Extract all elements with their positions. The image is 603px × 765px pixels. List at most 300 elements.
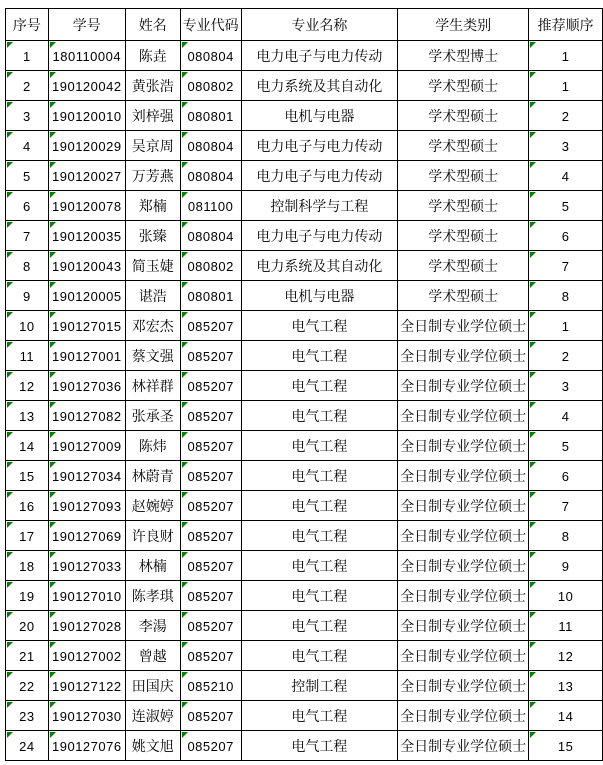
table-cell[interactable]	[6, 641, 49, 671]
cell-text: 全日制专业学位硕士	[400, 497, 527, 514]
table-cell[interactable]	[398, 431, 529, 461]
table-cell[interactable]	[241, 281, 398, 311]
table-cell[interactable]	[48, 701, 125, 731]
table-cell[interactable]	[529, 341, 603, 371]
table-cell[interactable]	[398, 341, 529, 371]
table-cell[interactable]	[241, 521, 398, 551]
table-cell[interactable]	[529, 491, 603, 521]
green-triangle-icon	[7, 312, 13, 318]
table-cell[interactable]	[180, 221, 241, 251]
table-cell[interactable]	[125, 71, 180, 101]
header-row	[6, 9, 603, 41]
table-cell[interactable]	[398, 461, 529, 491]
table-cell[interactable]	[398, 131, 529, 161]
table-cell[interactable]	[180, 341, 241, 371]
green-triangle-icon	[50, 522, 56, 528]
table-cell[interactable]	[241, 221, 398, 251]
green-triangle-icon	[50, 582, 56, 588]
table-row	[6, 521, 603, 551]
green-triangle-icon	[7, 642, 13, 648]
table-cell[interactable]	[398, 161, 529, 191]
table-cell[interactable]	[125, 581, 180, 611]
table-cell[interactable]	[48, 71, 125, 101]
table-cell[interactable]	[125, 641, 180, 671]
table-cell[interactable]	[180, 281, 241, 311]
column-header-1[interactable]: 学号	[48, 9, 125, 41]
table-cell[interactable]	[529, 431, 603, 461]
green-triangle-icon	[182, 372, 188, 378]
table-row	[6, 701, 603, 731]
green-triangle-icon	[7, 402, 13, 408]
table-cell[interactable]	[48, 581, 125, 611]
cell-text: 电气工程	[291, 467, 348, 484]
cell-text: 20	[19, 618, 35, 634]
table-cell[interactable]	[241, 371, 398, 401]
cell-text: 3	[23, 108, 31, 124]
cell-text: 学术型硕士	[428, 197, 499, 214]
green-triangle-icon	[182, 132, 188, 138]
table-cell[interactable]	[529, 161, 603, 191]
green-triangle-icon	[50, 102, 56, 108]
table-cell[interactable]	[48, 131, 125, 161]
cell-text: 学术型硕士	[428, 107, 499, 124]
table-cell[interactable]	[241, 131, 398, 161]
table-cell[interactable]	[125, 221, 180, 251]
table-row	[6, 611, 603, 641]
table-cell[interactable]	[6, 371, 49, 401]
table-cell[interactable]	[6, 731, 49, 761]
green-triangle-icon	[7, 552, 13, 558]
cell-text: 190127082	[52, 408, 122, 424]
table-cell[interactable]	[529, 581, 603, 611]
table-row	[6, 551, 603, 581]
green-triangle-icon	[182, 312, 188, 318]
table-cell[interactable]	[48, 161, 125, 191]
table-cell[interactable]	[398, 101, 529, 131]
table-cell[interactable]	[398, 491, 529, 521]
cell-text: 085207	[187, 378, 234, 394]
table-cell[interactable]	[125, 101, 180, 131]
cell-text: 全日制专业学位硕士	[400, 317, 527, 334]
green-triangle-icon	[7, 72, 13, 78]
column-header-4[interactable]: 专业名称	[241, 9, 398, 41]
cell-text: 9	[561, 558, 570, 574]
table-cell[interactable]	[241, 701, 398, 731]
green-triangle-icon	[530, 72, 536, 78]
green-triangle-icon	[7, 582, 13, 588]
cell-text: 全日制专业学位硕士	[400, 707, 527, 724]
table-cell[interactable]	[529, 701, 603, 731]
table-cell[interactable]	[125, 491, 180, 521]
table-row	[6, 431, 603, 461]
table-cell[interactable]	[529, 41, 603, 71]
table-cell[interactable]	[6, 611, 49, 641]
table-cell[interactable]	[241, 551, 398, 581]
table-cell[interactable]	[241, 461, 398, 491]
table-cell[interactable]	[48, 341, 125, 371]
table-row	[6, 131, 603, 161]
cell-text: 190120078	[52, 198, 122, 214]
cell-text: 电力电子与电力传动	[256, 47, 383, 64]
green-triangle-icon	[182, 222, 188, 228]
green-triangle-icon	[7, 672, 13, 678]
table-row	[6, 101, 603, 131]
table-cell[interactable]	[125, 371, 180, 401]
table-cell[interactable]	[125, 551, 180, 581]
table-cell[interactable]	[529, 641, 603, 671]
table-cell[interactable]	[125, 671, 180, 701]
green-triangle-icon	[182, 192, 188, 198]
cell-text: 万芳燕	[131, 167, 174, 184]
cell-text: 190120029	[52, 138, 122, 154]
table-row	[6, 671, 603, 701]
table-cell[interactable]	[6, 521, 49, 551]
cell-text: 190127076	[52, 738, 122, 754]
table-cell[interactable]	[241, 671, 398, 701]
table-cell[interactable]	[529, 71, 603, 101]
table-cell[interactable]	[180, 731, 241, 761]
table-cell[interactable]	[125, 461, 180, 491]
table-cell[interactable]	[125, 191, 180, 221]
cell-text: 190127034	[52, 468, 122, 484]
table-cell[interactable]	[180, 191, 241, 221]
cell-text: 085207	[187, 588, 234, 604]
table-cell[interactable]	[6, 71, 49, 101]
cell-text: 15	[19, 468, 35, 484]
cell-text: 4	[23, 138, 31, 154]
table-row	[6, 491, 603, 521]
table-cell[interactable]	[48, 311, 125, 341]
cell-text: 电气工程	[291, 707, 348, 724]
table-cell[interactable]	[180, 641, 241, 671]
table-cell[interactable]	[180, 581, 241, 611]
cell-text: 190120005	[52, 288, 122, 304]
cell-text: 4	[561, 168, 570, 184]
cell-text: 190127028	[52, 618, 122, 634]
green-triangle-icon	[182, 162, 188, 168]
green-triangle-icon	[182, 672, 188, 678]
table-cell[interactable]	[125, 521, 180, 551]
green-triangle-icon	[530, 432, 536, 438]
table-cell[interactable]	[125, 341, 180, 371]
table-cell[interactable]	[529, 401, 603, 431]
table-cell[interactable]	[241, 431, 398, 461]
table-cell[interactable]	[398, 221, 529, 251]
table-cell[interactable]	[398, 251, 529, 281]
table-cell[interactable]	[529, 731, 603, 761]
table-cell[interactable]	[398, 401, 529, 431]
cell-text: 085207	[187, 738, 234, 754]
table-cell[interactable]	[125, 41, 180, 71]
table-cell[interactable]	[48, 431, 125, 461]
table-row	[6, 161, 603, 191]
column-header-6[interactable]: 推荐顺序	[529, 9, 603, 41]
cell-text: 080801	[187, 108, 234, 124]
table-cell[interactable]	[6, 671, 49, 701]
green-triangle-icon	[182, 582, 188, 588]
table-cell[interactable]	[125, 311, 180, 341]
table-cell[interactable]	[180, 251, 241, 281]
table-row	[6, 281, 603, 311]
table-cell[interactable]	[180, 371, 241, 401]
table-cell[interactable]	[125, 131, 180, 161]
cell-text: 5	[561, 198, 570, 214]
cell-text: 085207	[187, 618, 234, 634]
table-cell[interactable]	[180, 41, 241, 71]
cell-text: 085207	[187, 408, 234, 424]
table-row	[6, 731, 603, 761]
table-cell[interactable]	[48, 371, 125, 401]
table-cell[interactable]	[48, 251, 125, 281]
table-cell[interactable]	[6, 131, 49, 161]
cell-text: 080804	[187, 228, 234, 244]
green-triangle-icon	[530, 192, 536, 198]
green-triangle-icon	[50, 402, 56, 408]
column-header-5[interactable]: 学生类别	[398, 9, 529, 41]
table-cell[interactable]	[398, 611, 529, 641]
table-cell[interactable]	[529, 551, 603, 581]
table-cell[interactable]	[180, 161, 241, 191]
table-cell[interactable]	[241, 341, 398, 371]
table-cell[interactable]	[529, 131, 603, 161]
green-triangle-icon	[182, 342, 188, 348]
table-cell[interactable]	[398, 371, 529, 401]
cell-text: 190120010	[52, 108, 122, 124]
green-triangle-icon	[7, 222, 13, 228]
table-cell[interactable]	[398, 71, 529, 101]
green-triangle-icon	[182, 42, 188, 48]
table-cell[interactable]	[529, 611, 603, 641]
table-cell[interactable]	[6, 311, 49, 341]
table-cell[interactable]	[6, 161, 49, 191]
green-triangle-icon	[530, 642, 536, 648]
table-cell[interactable]	[6, 581, 49, 611]
green-triangle-icon	[182, 552, 188, 558]
green-triangle-icon	[7, 282, 13, 288]
green-triangle-icon	[182, 282, 188, 288]
table-cell[interactable]	[180, 701, 241, 731]
column-header-2[interactable]: 姓名	[125, 9, 180, 41]
table-cell[interactable]	[241, 191, 398, 221]
table-cell[interactable]	[241, 491, 398, 521]
table-cell[interactable]	[6, 431, 49, 461]
cell-text: 全日制专业学位硕士	[400, 407, 527, 424]
green-triangle-icon	[530, 612, 536, 618]
table-cell[interactable]	[529, 101, 603, 131]
table-cell[interactable]	[180, 461, 241, 491]
table-cell[interactable]	[48, 671, 125, 701]
table-cell[interactable]	[241, 581, 398, 611]
cell-text: 15	[557, 738, 574, 754]
green-triangle-icon	[182, 432, 188, 438]
green-triangle-icon	[182, 522, 188, 528]
column-header-3[interactable]: 专业代码	[180, 9, 241, 41]
table-cell[interactable]	[6, 401, 49, 431]
table-cell[interactable]	[48, 191, 125, 221]
cell-text: 姚文旭	[131, 737, 174, 754]
cell-text: 190127033	[52, 558, 122, 574]
cell-text: 电力系统及其自动化	[256, 77, 383, 94]
table-cell[interactable]	[125, 251, 180, 281]
cell-text: 085207	[187, 348, 234, 364]
table-cell[interactable]	[6, 461, 49, 491]
table-cell[interactable]	[180, 491, 241, 521]
table-cell[interactable]	[6, 101, 49, 131]
table-cell[interactable]	[125, 161, 180, 191]
green-triangle-icon	[7, 612, 13, 618]
table-cell[interactable]	[398, 281, 529, 311]
table-cell[interactable]	[529, 221, 603, 251]
green-triangle-icon	[182, 72, 188, 78]
table-cell[interactable]	[398, 521, 529, 551]
green-triangle-icon	[530, 702, 536, 708]
table-cell[interactable]	[241, 161, 398, 191]
table-cell[interactable]	[241, 401, 398, 431]
table-cell[interactable]	[529, 251, 603, 281]
green-triangle-icon	[7, 132, 13, 138]
table-cell[interactable]	[6, 221, 49, 251]
table-cell[interactable]	[398, 581, 529, 611]
table-cell[interactable]	[398, 671, 529, 701]
table-cell[interactable]	[48, 731, 125, 761]
cell-text: 11	[19, 348, 35, 364]
table-row	[6, 401, 603, 431]
green-triangle-icon	[50, 132, 56, 138]
green-triangle-icon	[7, 162, 13, 168]
table-cell[interactable]	[6, 491, 49, 521]
table-cell[interactable]	[48, 611, 125, 641]
table-cell[interactable]	[241, 311, 398, 341]
green-triangle-icon	[7, 462, 13, 468]
table-cell[interactable]	[125, 731, 180, 761]
table-cell[interactable]	[6, 191, 49, 221]
table-cell[interactable]	[398, 311, 529, 341]
table-cell[interactable]	[180, 311, 241, 341]
table-cell[interactable]	[180, 611, 241, 641]
table-cell[interactable]	[529, 461, 603, 491]
column-header-0[interactable]: 序号	[6, 9, 49, 41]
table-cell[interactable]	[241, 71, 398, 101]
table-cell[interactable]	[48, 41, 125, 71]
table-row	[6, 371, 603, 401]
table-cell[interactable]	[6, 251, 49, 281]
table-cell[interactable]	[6, 41, 49, 71]
green-triangle-icon	[530, 132, 536, 138]
green-triangle-icon	[182, 102, 188, 108]
table-cell[interactable]	[180, 401, 241, 431]
green-triangle-icon	[7, 42, 13, 48]
table-cell[interactable]	[125, 431, 180, 461]
green-triangle-icon	[530, 102, 536, 108]
table-cell[interactable]	[48, 401, 125, 431]
table-cell[interactable]	[241, 101, 398, 131]
cell-text: 2	[23, 78, 31, 94]
table-row	[6, 311, 603, 341]
table-cell[interactable]	[529, 281, 603, 311]
table-cell[interactable]	[398, 191, 529, 221]
cell-text: 电气工程	[291, 497, 348, 514]
table-cell[interactable]	[180, 131, 241, 161]
table-cell[interactable]	[125, 401, 180, 431]
table-cell[interactable]	[6, 551, 49, 581]
green-triangle-icon	[50, 702, 56, 708]
green-triangle-icon	[182, 402, 188, 408]
cell-text: 邓宏杰	[131, 317, 174, 334]
table-cell[interactable]	[125, 611, 180, 641]
table-cell[interactable]	[125, 281, 180, 311]
table-cell[interactable]	[48, 281, 125, 311]
table-cell[interactable]	[241, 41, 398, 71]
table-cell[interactable]	[6, 341, 49, 371]
cell-text: 080802	[187, 258, 234, 274]
table-cell[interactable]	[180, 671, 241, 701]
cell-text: 控制科学与工程	[270, 197, 369, 214]
green-triangle-icon	[50, 282, 56, 288]
green-triangle-icon	[50, 252, 56, 258]
table-cell[interactable]	[398, 641, 529, 671]
cell-text: 电气工程	[291, 557, 348, 574]
table-cell[interactable]	[241, 731, 398, 761]
table-cell[interactable]	[398, 41, 529, 71]
table-cell[interactable]	[241, 641, 398, 671]
table-cell[interactable]	[6, 701, 49, 731]
green-triangle-icon	[7, 102, 13, 108]
table-cell[interactable]	[48, 521, 125, 551]
table-cell[interactable]	[529, 371, 603, 401]
table-cell[interactable]	[180, 431, 241, 461]
cell-text: 190127122	[52, 678, 122, 694]
cell-text: 14	[19, 438, 35, 454]
cell-text: 电气工程	[291, 437, 348, 454]
table-cell[interactable]	[48, 221, 125, 251]
cell-text: 190127010	[52, 588, 122, 604]
table-cell[interactable]	[48, 491, 125, 521]
table-cell[interactable]	[398, 551, 529, 581]
cell-text: 黄张浩	[131, 77, 174, 94]
table-cell[interactable]	[180, 551, 241, 581]
table-cell[interactable]	[48, 101, 125, 131]
table-cell[interactable]	[529, 521, 603, 551]
cell-text: 电机与电器	[284, 287, 355, 304]
cell-text: 学术型硕士	[428, 77, 499, 94]
green-triangle-icon	[530, 222, 536, 228]
cell-text: 全日制专业学位硕士	[400, 587, 527, 604]
cell-text: 全日制专业学位硕士	[400, 437, 527, 454]
table-cell[interactable]	[529, 191, 603, 221]
table-cell[interactable]	[180, 71, 241, 101]
table-row	[6, 41, 603, 71]
table-cell[interactable]	[398, 701, 529, 731]
cell-text: 6	[561, 228, 570, 244]
cell-text: 080802	[187, 78, 234, 94]
cell-text: 6	[561, 468, 570, 484]
table-cell[interactable]	[6, 281, 49, 311]
table-cell[interactable]	[529, 311, 603, 341]
table-cell[interactable]	[241, 611, 398, 641]
table-cell[interactable]	[529, 671, 603, 701]
table-cell[interactable]	[48, 461, 125, 491]
table-cell[interactable]	[398, 731, 529, 761]
table-cell[interactable]	[241, 251, 398, 281]
table-cell[interactable]	[48, 641, 125, 671]
table-cell[interactable]	[180, 101, 241, 131]
green-triangle-icon	[50, 192, 56, 198]
cell-text: 全日制专业学位硕士	[400, 737, 527, 754]
green-triangle-icon	[50, 372, 56, 378]
table-cell[interactable]	[125, 701, 180, 731]
table-cell[interactable]	[48, 551, 125, 581]
table-cell[interactable]	[180, 521, 241, 551]
